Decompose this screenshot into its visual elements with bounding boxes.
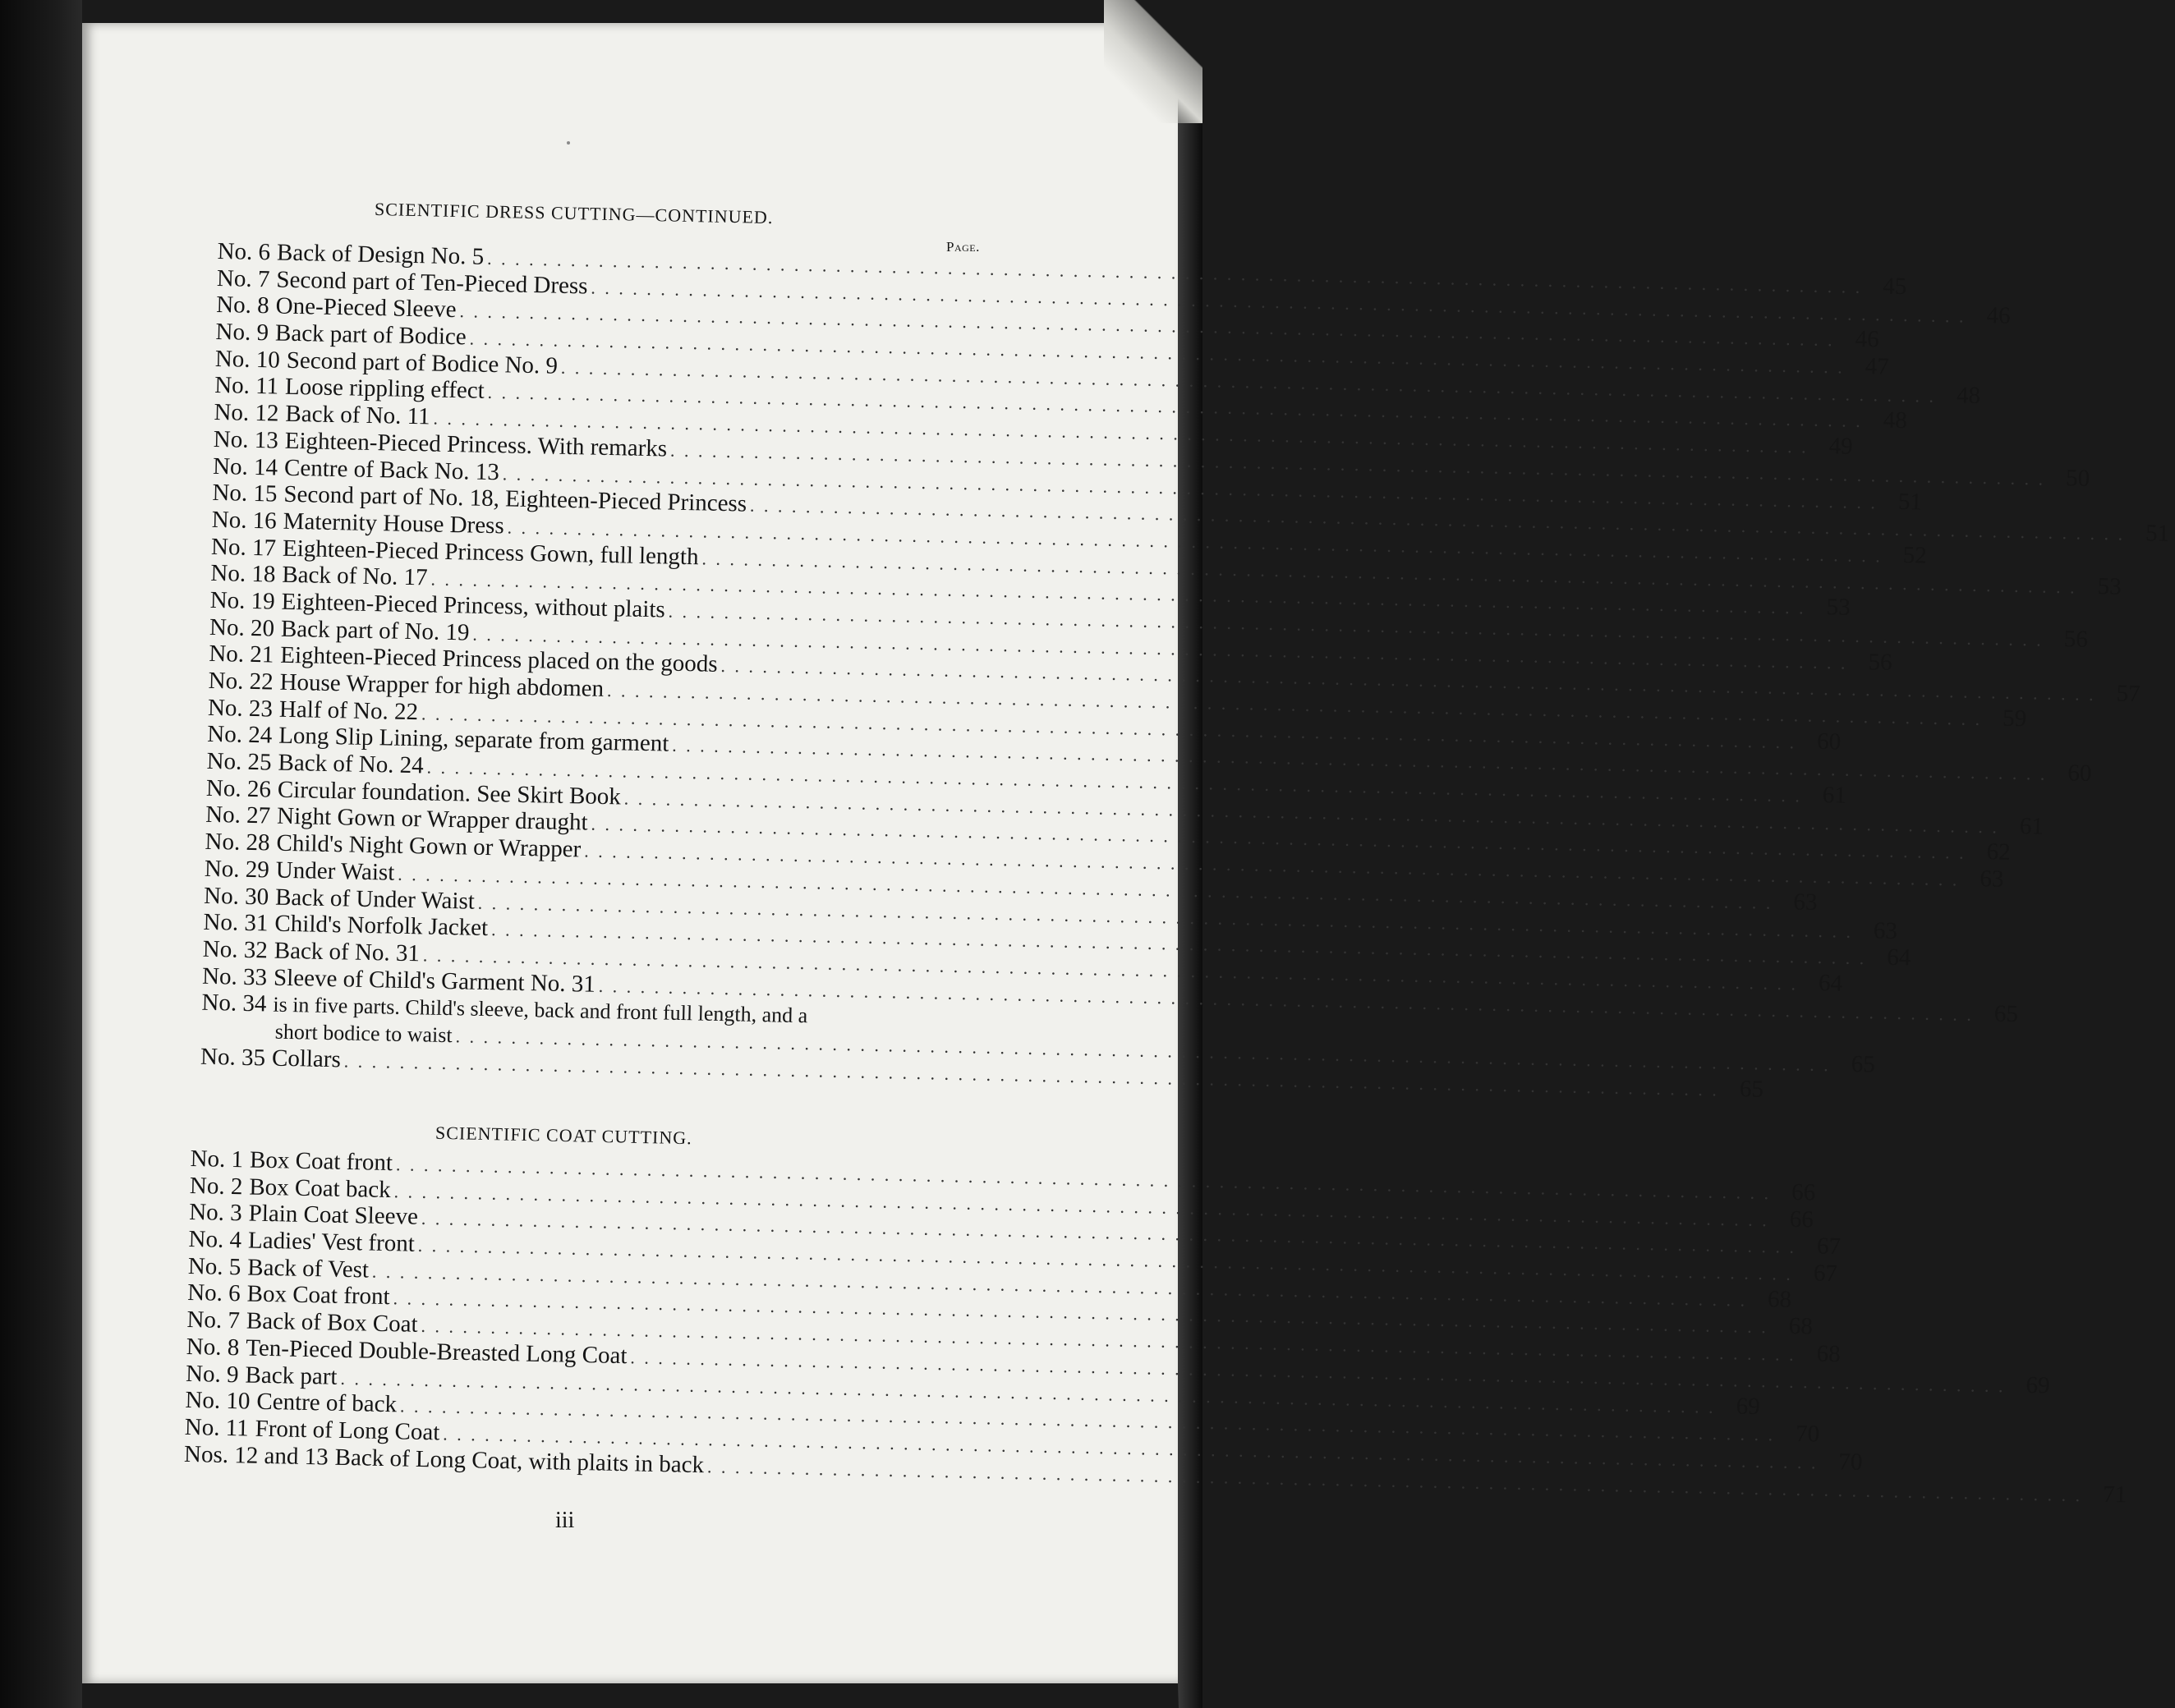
toc-entry-page: 64 xyxy=(1886,944,1911,971)
toc-entry-title: Back of No. 31 xyxy=(274,937,421,967)
toc-entry-page: 63 xyxy=(1873,916,1898,944)
toc-entry-number: No. 34 xyxy=(201,989,267,1017)
coat-section-title: SCIENTIFIC COAT CUTTING. xyxy=(435,1122,692,1149)
toc-entry-page: 48 xyxy=(1956,382,1981,409)
toc-entry-number: No. 7 xyxy=(186,1306,241,1334)
toc-entry-title: Under Waist xyxy=(275,856,395,886)
toc-entry-page: 60 xyxy=(1816,728,1842,755)
toc-entry-page: 51 xyxy=(1897,488,1923,516)
toc-entry-number: No. 22 xyxy=(208,667,274,696)
toc-entry-title: Front of Long Coat xyxy=(255,1415,440,1446)
toc-entry-number: No. 27 xyxy=(205,801,271,829)
toc-entry-number: No. 19 xyxy=(209,586,276,615)
toc-entry-page: 51 xyxy=(2145,520,2170,548)
toc-entry-title: Back part of Bodice xyxy=(274,319,467,351)
toc-entry-number: No. 11 xyxy=(214,372,279,401)
toc-entry-page: 67 xyxy=(1813,1260,1838,1288)
toc-entry-title: Second part of Ten-Pieced Dress xyxy=(276,266,588,300)
toc-entry-title: Back of Vest xyxy=(247,1254,370,1283)
toc-entry-number: No. 17 xyxy=(210,533,277,562)
toc-entry-title: Box Coat front xyxy=(249,1146,393,1177)
toc-entry-title: Long Slip Lining, separate from garment xyxy=(278,723,669,758)
toc-entry-title: Second part of No. 18, Eighteen-Pieced Princess xyxy=(283,480,747,517)
toc-entry-number: No. 16 xyxy=(211,506,278,535)
toc-entry-number: No. 4 xyxy=(188,1226,242,1254)
toc-entry-number: No. 35 xyxy=(200,1043,266,1072)
toc-entry-title: Centre of back xyxy=(256,1388,398,1418)
toc-entry-number: No. 15 xyxy=(212,480,278,507)
toc-entry-number: No. 28 xyxy=(205,828,270,856)
toc-entry-number: No. 24 xyxy=(207,721,273,749)
toc-entry-page: 47 xyxy=(1865,353,1890,380)
toc-entry-title: Back of Box Coat xyxy=(246,1307,418,1338)
toc-entry-number: No. 25 xyxy=(206,747,272,776)
toc-entry-title: Ten-Pieced Double-Breasted Long Coat xyxy=(245,1334,628,1369)
dress-section-title: SCIENTIFIC DRESS CUTTING—CONTINUED. xyxy=(374,198,774,228)
toc-entry-page: 61 xyxy=(2019,812,2044,840)
toc-entry-page: 70 xyxy=(1838,1448,1863,1476)
toc-entry-title: Back of Design No. 5 xyxy=(276,239,485,270)
toc-entry-title: Back part xyxy=(245,1361,338,1390)
toc-entry-title: Night Gown or Wrapper draught xyxy=(276,803,588,837)
page-column-header: Page. xyxy=(946,239,980,255)
toc-entry-title: Back part of No. 19 xyxy=(280,615,470,646)
toc-entry-number: No. 13 xyxy=(213,425,279,454)
toc-entry-page: 67 xyxy=(1816,1233,1842,1260)
toc-entry-page: 66 xyxy=(1791,1178,1816,1206)
toc-entry-page: 66 xyxy=(1789,1205,1814,1233)
toc-entry-page: 49 xyxy=(1828,433,1854,460)
toc-entry-page: 69 xyxy=(2026,1371,2050,1399)
toc-entry-page: 68 xyxy=(1788,1313,1814,1340)
toc-entry-title: House Wrapper for high abdomen xyxy=(279,668,605,702)
toc-entry-page: 63 xyxy=(1980,865,2004,893)
toc-entry-page: 57 xyxy=(2116,680,2141,708)
book-left-edge xyxy=(0,0,82,1708)
toc-entry-title: Ladies' Vest front xyxy=(247,1227,416,1257)
toc-entry-title: Eighteen-Pieced Princess, without plaits xyxy=(281,588,666,623)
toc-entry-number: No. 3 xyxy=(188,1199,243,1227)
toc-entry-page: 48 xyxy=(1883,406,1908,434)
toc-entry-page: 68 xyxy=(1816,1340,1842,1368)
toc-entry-number: No. 33 xyxy=(201,962,268,991)
toc-entry-number: No. 9 xyxy=(185,1360,239,1388)
toc-entry-title: Sleeve of Child's Garment No. 31 xyxy=(273,964,596,998)
toc-entry-number: No. 30 xyxy=(203,882,269,910)
toc-entry-page: 61 xyxy=(1822,782,1847,809)
toc-entry-number: No. 1 xyxy=(190,1146,244,1173)
toc-entry-page: 68 xyxy=(1767,1286,1792,1313)
toc-entry-number: No. 12 xyxy=(214,399,279,427)
toc-entry-number: No. 14 xyxy=(212,452,278,481)
toc-entry-title: Back of No. 17 xyxy=(282,561,428,591)
toc-entry-number: No. 9 xyxy=(215,319,269,347)
toc-entry-number: No. 31 xyxy=(203,909,269,937)
toc-entry-number: No. 29 xyxy=(204,855,270,884)
toc-entry-title: Box Coat back xyxy=(249,1173,392,1203)
toc-entry-page: 56 xyxy=(1868,648,1892,676)
toc-entry-number: No. 8 xyxy=(186,1333,240,1361)
toc-entry-number: No. 10 xyxy=(214,345,281,374)
toc-entry-page: 65 xyxy=(1739,1075,1764,1103)
toc-entry-number: No. 6 xyxy=(186,1279,241,1307)
toc-entry-title: Half of No. 22 xyxy=(278,696,419,725)
toc-entry-number: No. 2 xyxy=(189,1172,243,1201)
toc-entry-page: 56 xyxy=(2063,626,2089,653)
toc-entry-page: 45 xyxy=(1882,273,1907,301)
page-bottom-shadow xyxy=(82,1683,1179,1708)
toc-entry-page: 50 xyxy=(2065,465,2090,492)
page-folio: iii xyxy=(555,1508,575,1533)
toc-entry-number: No. 18 xyxy=(210,560,276,588)
toc-entry-title: Child's Night Gown or Wrapper xyxy=(276,829,582,863)
toc-entry-number: No. 8 xyxy=(215,292,270,319)
toc-entry-page: 71 xyxy=(2102,1481,2127,1508)
toc-entry-number: No. 6 xyxy=(217,238,271,266)
toc-entry-title: Child's Norfolk Jacket xyxy=(274,910,489,942)
toc-entry-title: Eighteen-Pieced Princess Gown, full length xyxy=(282,535,699,570)
coat-toc-list xyxy=(183,1146,2127,1508)
toc-entry-title: One-Pieced Sleeve xyxy=(275,292,457,324)
toc-entry-number: Nos. 12 and 13 xyxy=(183,1440,329,1471)
toc-entry-title: Loose rippling effect xyxy=(284,374,485,405)
toc-entry-number: No. 5 xyxy=(187,1252,241,1281)
toc-entry-page: 65 xyxy=(1851,1050,1876,1078)
toc-entry-page: 69 xyxy=(1736,1392,1760,1420)
toc-entry-title: short bodice to waist xyxy=(274,1019,453,1048)
toc-entry-title: Second part of Bodice No. 9 xyxy=(286,347,559,379)
toc-entry-page: 59 xyxy=(2002,705,2027,732)
toc-entry-number: No. 23 xyxy=(207,694,274,723)
toc-entry-page: 65 xyxy=(1993,1000,2019,1027)
toc-entry-page: 53 xyxy=(1826,594,1851,621)
toc-entry-page: 46 xyxy=(1986,301,2011,329)
toc-entry-title: Back of Under Waist xyxy=(274,884,476,915)
toc-entry-page: 60 xyxy=(2067,760,2092,787)
toc-entry-title: is in five parts. Child's sleeve, back and front full length, and a xyxy=(273,992,808,1028)
toc-entry-page: 70 xyxy=(1795,1421,1820,1448)
toc-entry-page: 53 xyxy=(2097,572,2122,600)
toc-entry-title: Back of Long Coat, with plaits in back xyxy=(334,1444,705,1478)
toc-entry-title: Eighteen-Pieced Princess. With remarks xyxy=(284,427,668,462)
toc-entry-number: No. 20 xyxy=(209,613,275,642)
toc-entry-number: No. 10 xyxy=(185,1387,251,1415)
toc-entry-number: No. 26 xyxy=(205,774,272,803)
toc-entry-title: Back of No. 24 xyxy=(278,749,425,779)
toc-entry-number: No. 21 xyxy=(209,640,274,668)
toc-entry-title: Circular foundation. See Skirt Book xyxy=(277,776,622,810)
page-smudge xyxy=(567,141,570,145)
toc-entry-page: 46 xyxy=(1855,326,1879,353)
toc-entry-number: No. 11 xyxy=(184,1413,250,1442)
toc-entry-page: 62 xyxy=(1986,838,2012,866)
toc-entry-title: Centre of Back No. 13 xyxy=(283,454,500,485)
toc-entry-page xyxy=(807,1022,844,1023)
toc-entry-number: No. 7 xyxy=(216,264,270,293)
toc-entry-page: 52 xyxy=(1902,541,1928,569)
toc-entry-title: Plain Coat Sleeve xyxy=(248,1200,419,1231)
toc-entry-number: No. 32 xyxy=(202,935,269,964)
toc-entry-page: 63 xyxy=(1793,888,1818,916)
page-corner-fold xyxy=(1104,0,1202,123)
toc-entry-title: Collars xyxy=(271,1045,342,1072)
toc-entry-title: Back of No. 11 xyxy=(285,400,430,430)
toc-entry-title: Eighteen-Pieced Princess placed on the goods xyxy=(279,642,718,678)
toc-entry-page: 64 xyxy=(1818,969,1843,997)
toc-entry-title: Maternity House Dress xyxy=(283,507,505,539)
toc-entry-title: Box Coat front xyxy=(246,1280,390,1311)
